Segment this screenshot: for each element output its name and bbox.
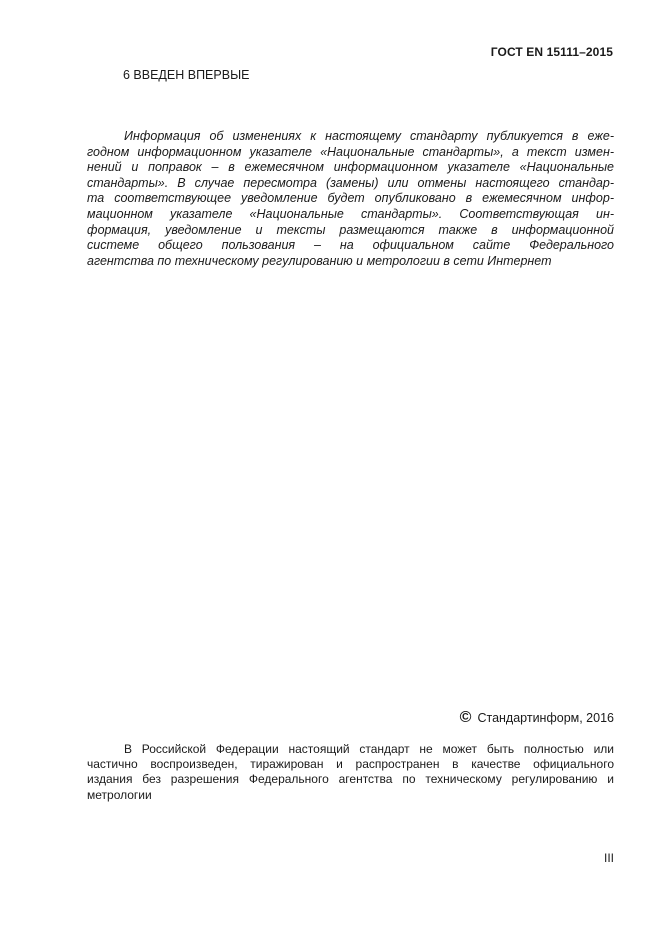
copyright-holder: Стандартинформ, 2016 (477, 711, 614, 725)
rights-line: В Российской Федерации настоящий стандарт не может быть полностью или (124, 742, 614, 756)
info-line: формация, уведомление и тексты размещаются также в информационной (87, 222, 614, 237)
info-line: та соответствующее уведомление будет опубликовано в ежемесячном инфор- (87, 191, 614, 206)
section-introduced-first: 6 ВВЕДЕН ВПЕРВЫЕ (123, 68, 250, 82)
copyright-icon: © (459, 709, 472, 726)
standard-code-header: ГОСТ EN 15111–2015 (490, 45, 613, 59)
info-line: нений и поправок – в ежемесячном информационном указателе «Национальные (87, 160, 614, 175)
info-line: мационном указателе «Национальные стандарты». Соответствующая ин- (87, 206, 614, 221)
rights-line: издания без разрешения Федерального агентства по техническому регулированию и (87, 772, 614, 787)
info-line: годном информационном указателе «Национальные стандарты», а текст измен- (87, 144, 614, 159)
info-line: системе общего пользования – на официальном сайте Федерального (87, 238, 614, 253)
rights-line: частично воспроизведен, тиражирован и распространен в качестве официального (87, 757, 614, 772)
reproduction-rights-paragraph (87, 742, 614, 803)
info-line: стандарты». В случае пересмотра (замены) или отмены настоящего стандар- (87, 175, 614, 190)
amendment-info-paragraph (87, 129, 614, 269)
info-line: Информация об изменениях к настоящему стандарту публикуется в еже- (124, 129, 614, 143)
page-number: III (603, 851, 614, 865)
rights-line: метрологии (87, 787, 152, 802)
copyright-notice (460, 711, 614, 725)
info-line: агентства по техническому регулированию и метрологии в сети Интернет (87, 253, 552, 268)
